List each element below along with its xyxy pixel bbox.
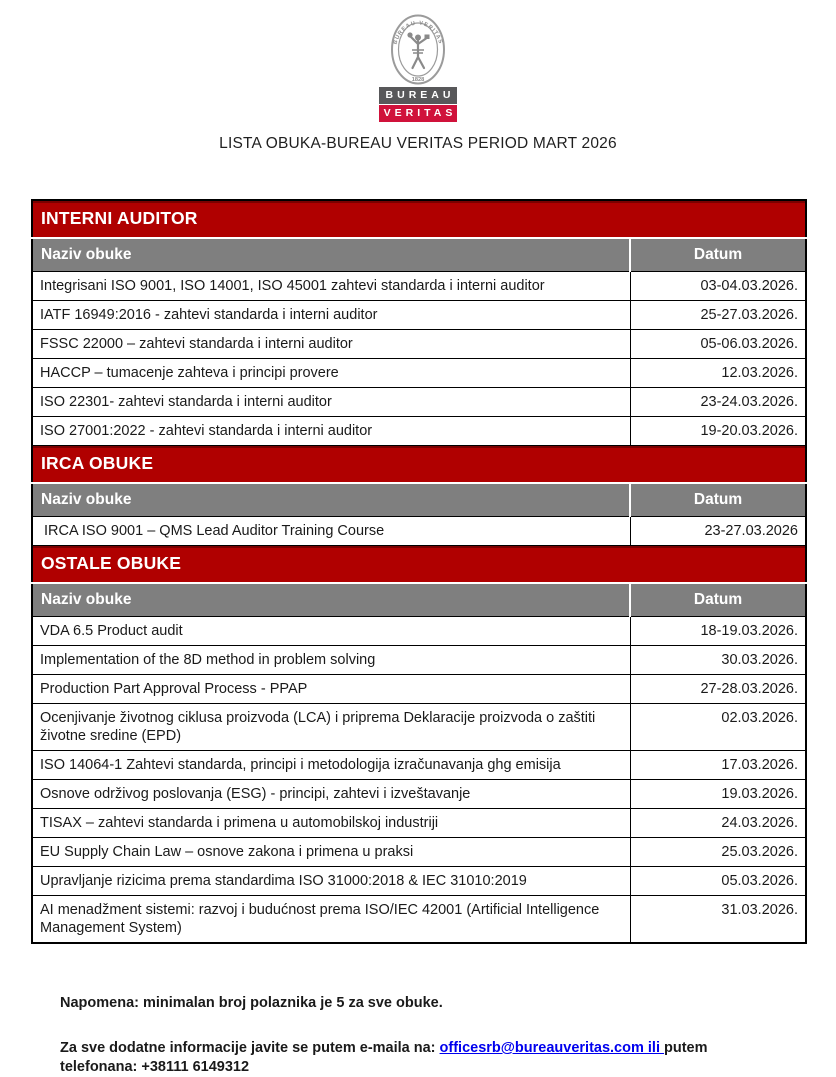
table-row (32, 617, 806, 646)
section-title: INTERNI AUDITOR (32, 200, 806, 238)
table-row (32, 780, 806, 809)
section-band (32, 200, 806, 238)
course-name-cell: HACCP – tumacenje zahteva i principi provere (32, 359, 630, 388)
section-band (32, 446, 806, 484)
table-row (32, 646, 806, 675)
course-name-cell: FSSC 22000 – zahtevi standarda i interni auditor (32, 330, 630, 359)
column-header-row (32, 583, 806, 617)
contact-text (60, 1039, 780, 1077)
logo-veritas-band: VERITAS (379, 105, 457, 122)
table-row (32, 388, 806, 417)
course-date-cell: 31.03.2026. (630, 896, 806, 944)
course-date-cell: 03-04.03.2026. (630, 272, 806, 301)
table-row (32, 272, 806, 301)
course-date-cell: 25.03.2026. (630, 838, 806, 867)
course-name-cell: TISAX – zahtevi standarda i primena u automobilskoj industriji (32, 809, 630, 838)
email-link[interactable]: officesrb@bureauveritas.com ili (439, 1040, 665, 1056)
column-header-datum: Datum (630, 583, 806, 617)
course-date-cell: 23-27.03.2026 (630, 517, 806, 546)
course-name-cell: Ocenjivanje životnog ciklusa proizvoda (LCA) i priprema Deklaracije proizvoda o zaštiti životne sredine (EPD) (32, 704, 630, 751)
course-name-cell: ISO 27001:2022 - zahtevi standarda i interni auditor (32, 417, 630, 446)
table-row (32, 675, 806, 704)
course-date-cell: 12.03.2026. (630, 359, 806, 388)
column-header-naziv-obuke: Naziv obuke (32, 583, 630, 617)
course-date-cell: 24.03.2026. (630, 809, 806, 838)
table-row (32, 704, 806, 751)
course-date-cell: 19.03.2026. (630, 780, 806, 809)
course-name-cell: EU Supply Chain Law – osnove zakona i primena u praksi (32, 838, 630, 867)
column-header-datum: Datum (630, 483, 806, 517)
course-name-cell: ISO 14064-1 Zahtevi standarda, principi i metodologija izračunavanja ghg emisija (32, 751, 630, 780)
emblem-arc-text: BUREAU VERITAS (392, 20, 444, 46)
section-title: OSTALE OBUKE (32, 546, 806, 584)
table-row (32, 417, 806, 446)
course-date-cell: 02.03.2026. (630, 704, 806, 751)
course-date-cell: 18-19.03.2026. (630, 617, 806, 646)
course-name-cell: IRCA ISO 9001 – QMS Lead Auditor Training Course (32, 517, 630, 546)
course-name-cell: IATF 16949:2016 - zahtevi standarda i interni auditor (32, 301, 630, 330)
course-date-cell: 05-06.03.2026. (630, 330, 806, 359)
contact-suffix: putem (664, 1040, 708, 1056)
column-header-row (32, 483, 806, 517)
bureau-veritas-emblem-icon (390, 13, 446, 86)
table-row (32, 359, 806, 388)
course-name-cell: Integrisani ISO 9001, ISO 14001, ISO 45001 zahtevi standarda i interni auditor (32, 272, 630, 301)
course-name-cell: Production Part Approval Process - PPAP (32, 675, 630, 704)
table-row (32, 330, 806, 359)
course-name-cell: ISO 22301- zahtevi standarda i interni auditor (32, 388, 630, 417)
table-row (32, 867, 806, 896)
course-name-cell: AI menadžment sistemi: razvoj i budućnost prema ISO/IEC 42001 (Artificial Intelligence Management System) (32, 896, 630, 944)
document-title: LISTA OBUKA-BUREAU VERITAS PERIOD MART 2026 (219, 135, 617, 152)
column-header-datum: Datum (630, 238, 806, 272)
section-title: IRCA OBUKE (32, 446, 806, 484)
table-row (32, 301, 806, 330)
logo-bureau-band: BUREAU (379, 87, 457, 104)
course-date-cell: 23-24.03.2026. (630, 388, 806, 417)
column-header-naziv-obuke: Naziv obuke (32, 483, 630, 517)
training-schedule-table (31, 199, 807, 944)
contact-line2: telefonana: +38111 6149312 (60, 1059, 250, 1075)
section-band (32, 546, 806, 584)
table-row (32, 838, 806, 867)
column-header-naziv-obuke: Naziv obuke (32, 238, 630, 272)
table-row (32, 809, 806, 838)
course-name-cell: Osnove održivog poslovanja (ESG) - principi, zahtevi i izveštavanje (32, 780, 630, 809)
course-name-cell: Implementation of the 8D method in problem solving (32, 646, 630, 675)
course-date-cell: 27-28.03.2026. (630, 675, 806, 704)
note-text: Napomena: minimalan broj polaznika je 5 za sve obuke. (60, 995, 443, 1011)
column-header-row (32, 238, 806, 272)
document-footer (60, 994, 780, 1077)
emblem-year: 1828 (411, 77, 425, 84)
course-name-cell: Upravljanje rizicima prema standardima ISO 31000:2018 & IEC 31010:2019 (32, 867, 630, 896)
course-name-cell: VDA 6.5 Product audit (32, 617, 630, 646)
course-date-cell: 19-20.03.2026. (630, 417, 806, 446)
course-date-cell: 25-27.03.2026. (630, 301, 806, 330)
bureau-veritas-logo (379, 13, 457, 122)
course-date-cell: 17.03.2026. (630, 751, 806, 780)
contact-prefix: Za sve dodatne informacije javite se putem e-maila na: (60, 1040, 440, 1056)
course-date-cell: 05.03.2026. (630, 867, 806, 896)
course-date-cell: 30.03.2026. (630, 646, 806, 675)
table-row (32, 517, 806, 546)
table-row (32, 896, 806, 944)
document-header (0, 0, 836, 153)
table-row (32, 751, 806, 780)
